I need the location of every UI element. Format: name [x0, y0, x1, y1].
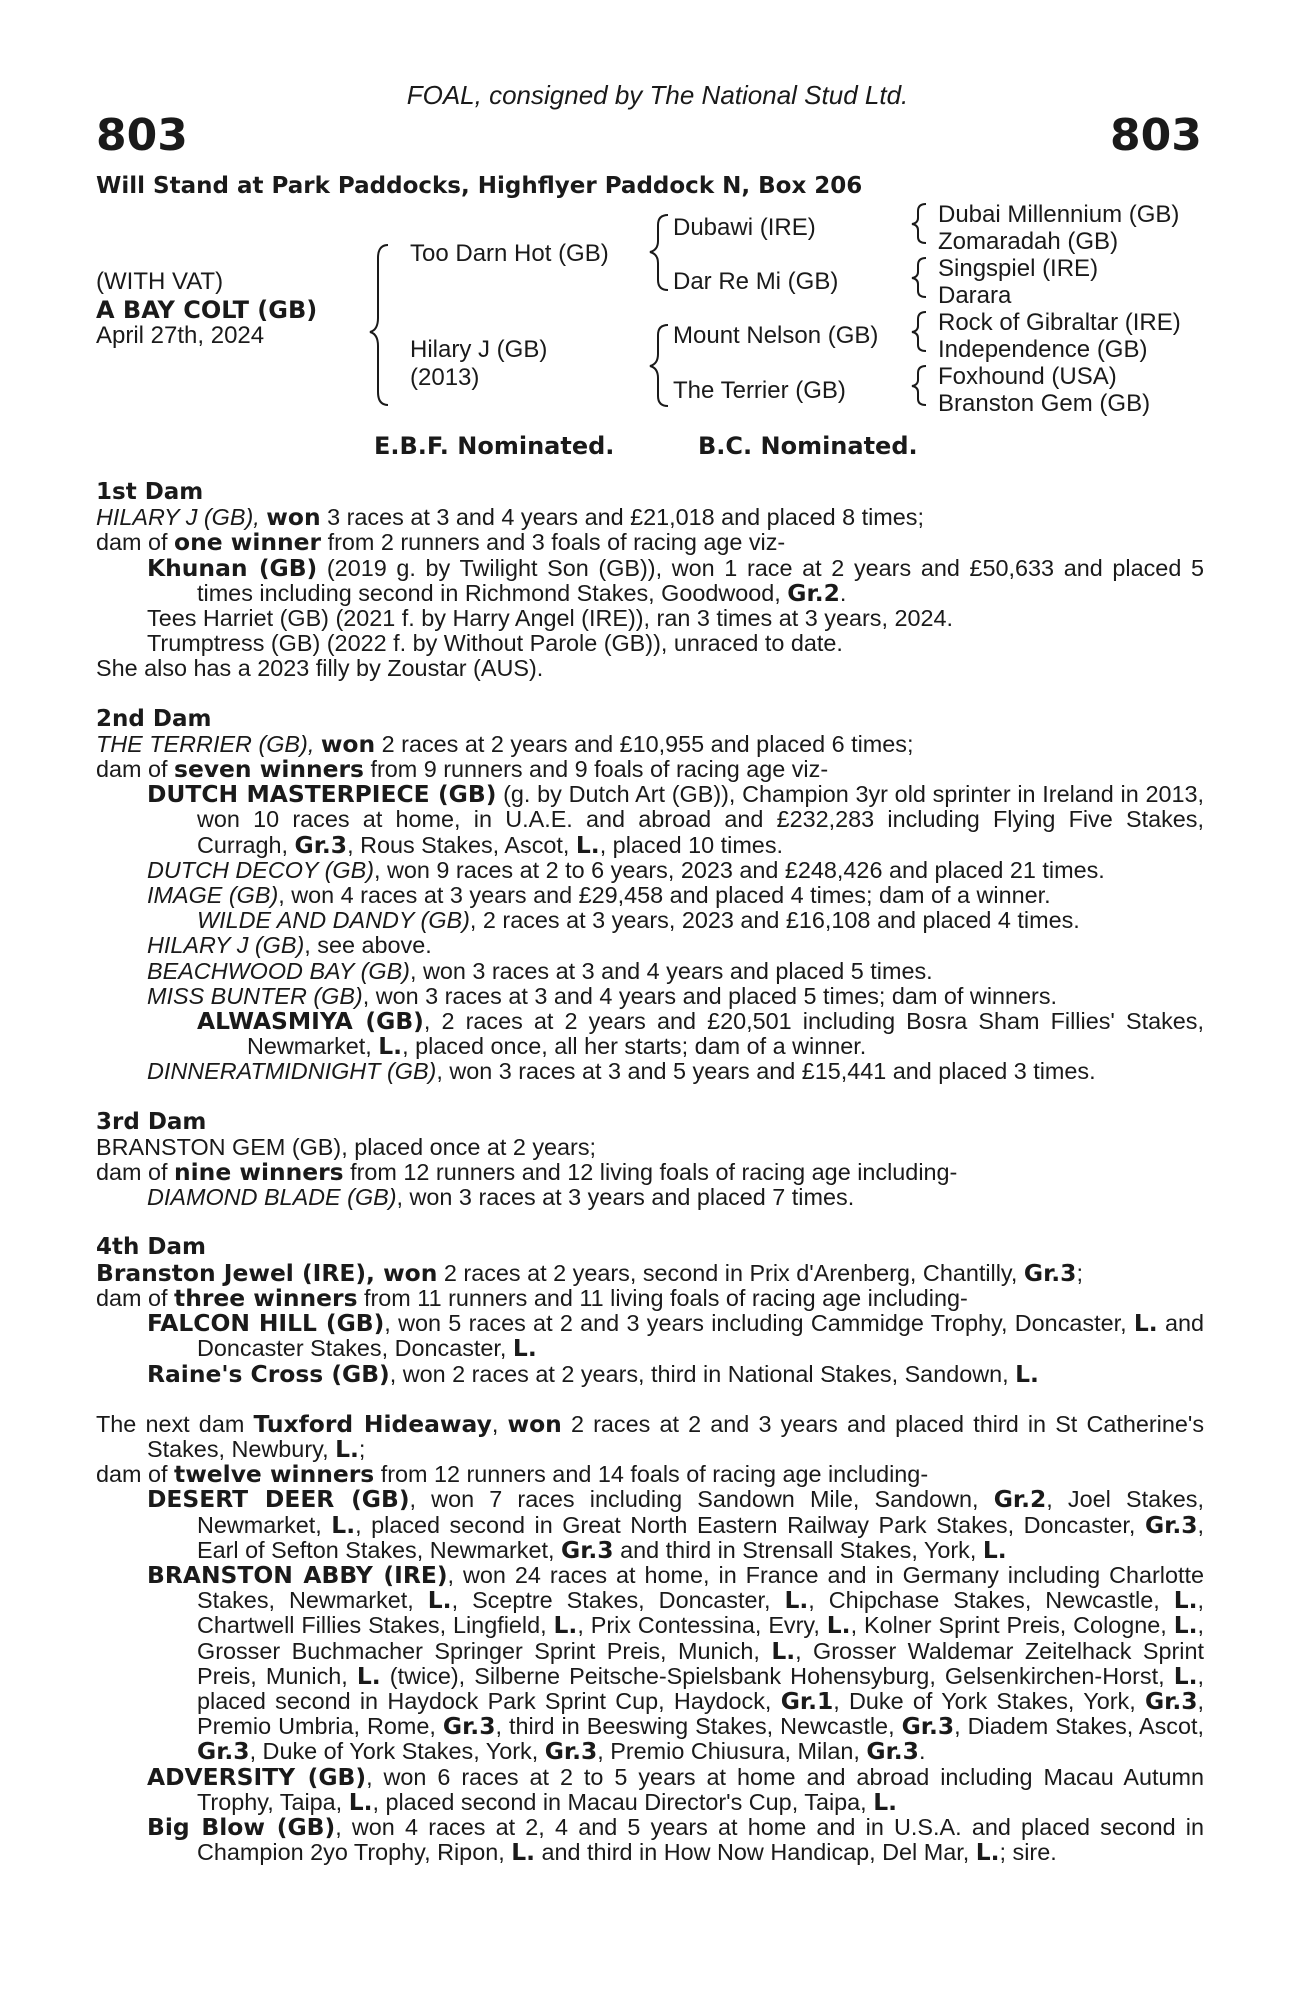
grade: Gr.3 — [294, 830, 348, 859]
won-word: won — [320, 729, 376, 758]
ds-dam: Independence (GB) — [938, 336, 1148, 363]
horse-record: , won 4 races at 2, 4 and 5 years at home and in U.S.A. and placed second in Champion 2yo Trophy, Ripon, — [197, 1813, 1204, 1866]
brace-sire-line — [650, 215, 668, 290]
dam-record-text: 3 races at 3 and 4 years and £21,018 and placed 8 times; — [320, 504, 924, 531]
lot-number-right: 803 — [1110, 110, 1202, 161]
horse-record: , placed once, all her starts; dam of a winner. — [402, 1033, 867, 1060]
horse-record: , placed 10 times. — [599, 831, 784, 858]
third-dam-record: BRANSTON GEM (GB), placed once at 2 years; — [96, 1133, 597, 1160]
listed-mark: L. — [771, 1636, 796, 1665]
grade: Gr.2 — [993, 1485, 1047, 1514]
first-dam-record — [96, 505, 1204, 530]
vat-note: (WITH VAT) — [96, 268, 224, 295]
listed-mark: L. — [784, 1586, 809, 1615]
horse-name: BEACHWOOD BAY (GB) — [147, 957, 410, 984]
sire-dam: Dar Re Mi (GB) — [673, 268, 839, 295]
dam: Hilary J (GB) — [410, 336, 548, 363]
horse-record: , placed second in Great North Eastern Railway Park Stakes, Doncaster, — [355, 1511, 1145, 1538]
horse-record: , Joel Stakes, Newmarket, — [197, 1486, 1204, 1538]
horse-record: (g. by Dutch Art (GB)), Champion 3yr old sprinter in Ireland in 2013, won 10 races at home, in U.A.E. and abroad and £232,283 including Flying Five Stakes, Curragh, — [197, 781, 1204, 858]
horse-record: , Prix Contessina, Evry, — [577, 1612, 827, 1639]
horse-record: , won 24 races at home, in France and in Germany including Charlotte Stakes, Newmarket, — [197, 1561, 1204, 1614]
first-dam-produce — [96, 530, 1204, 555]
produce-pre: dam of — [96, 1284, 175, 1311]
third-dam-heading: 3rd Dam — [96, 1108, 207, 1135]
progeny-big-blow — [96, 1812, 1204, 1867]
lot-title: A BAY COLT (GB) — [96, 296, 318, 324]
produce-pre: dam of — [96, 529, 175, 556]
brace-ss — [912, 204, 926, 243]
horse-name: FALCON HILL (GB) — [147, 1309, 385, 1338]
horse-record: , Chipchase Stakes, Newcastle, — [808, 1587, 1174, 1614]
horse-name: HILARY J (GB) — [147, 932, 305, 959]
horse-record: , won 3 races at 3 and 4 years and placed 5 times. — [409, 957, 933, 984]
grade: Gr.3 — [197, 1737, 250, 1766]
horse-name: DESERT DEER (GB) — [147, 1485, 410, 1514]
progeny-khunan — [96, 553, 1204, 607]
horse-record: (twice), Silberne Peitsche-Spielsbank Hohensyburg, Gelsenkirchen-Horst, — [380, 1662, 1174, 1689]
dam-name: HILARY J (GB), — [96, 504, 260, 531]
foaling-date: April 27th, 2024 — [96, 322, 265, 349]
produce-bold: seven winners — [174, 755, 364, 784]
progeny-wilde-and-dandy — [96, 908, 1204, 933]
horse-record: , 2 races at 2 years and £20,501 including Bosra Sham Fillies' Stakes, Newmarket, — [247, 1008, 1204, 1060]
won-word: won — [266, 503, 321, 532]
listed-mark: L. — [982, 1535, 1007, 1564]
brace-sire-dam — [370, 245, 388, 405]
listed-mark: L. — [335, 1434, 359, 1463]
grade: Gr.1 — [780, 1686, 834, 1715]
produce-bold: three winners — [174, 1283, 358, 1312]
next-dam-produce — [96, 1462, 1204, 1487]
fourth-dam-record — [96, 1258, 1204, 1287]
listed-mark: L. — [427, 1586, 452, 1615]
ss-sire: Dubai Millennium (GB) — [938, 201, 1180, 228]
listed-mark: L. — [1015, 1359, 1039, 1388]
first-dam-heading: 1st Dam — [96, 479, 204, 505]
produce-pre: dam of — [96, 756, 175, 783]
progeny-image — [96, 883, 1204, 908]
horse-record: , won 7 races including Sandown Mile, Sandown, — [409, 1486, 994, 1513]
horse-record: and third in Strensall Stakes, York, — [613, 1536, 983, 1563]
grade: Gr.3 — [1144, 1510, 1198, 1539]
grade: Gr.3 — [1023, 1258, 1077, 1287]
fourth-dam-heading: 4th Dam — [96, 1234, 206, 1261]
produce-pre: dam of — [96, 1159, 175, 1186]
grade: Gr.3 — [442, 1712, 496, 1741]
progeny-beachwood-bay — [96, 959, 1204, 984]
horse-name: DINNERATMIDNIGHT (GB) — [147, 1058, 437, 1085]
progeny-miss-bunter — [96, 984, 1204, 1009]
horse-record: ; sire. — [999, 1839, 1057, 1866]
next-dam-record — [96, 1409, 1205, 1463]
punct: ; — [358, 1435, 366, 1462]
horse-record: , won 4 races at 3 years and £29,458 and placed 4 times; dam of a winner. — [278, 882, 1051, 909]
brace-dd — [912, 366, 926, 405]
brace-ds — [912, 312, 926, 351]
horse-record: , won 3 races at 3 and 4 years and placed 5 times; dam of winners. — [362, 982, 1058, 1009]
dd-sire: Foxhound (USA) — [938, 363, 1117, 390]
progeny-dinneratmidnight — [96, 1059, 1204, 1084]
horse-record: , placed second in Macau Director's Cup, Taipa, — [372, 1788, 874, 1815]
produce-post: from 11 runners and 11 living foals of racing age including- — [357, 1284, 968, 1311]
horse-record: , won 6 races at 2 to 5 years at home and abroad including Macau Autumn Trophy, Taipa, — [197, 1763, 1204, 1815]
produce-bold: nine winners — [174, 1158, 344, 1187]
brace-sd — [912, 258, 926, 297]
horse-record: , Sceptre Stakes, Doncaster, — [451, 1587, 785, 1614]
progeny-dutch-masterpiece — [96, 782, 1204, 858]
horse-name: DUTCH DECOY (GB) — [147, 856, 374, 883]
third-dam-produce — [96, 1160, 1204, 1185]
horse-record: , placed second in Haydock Park Sprint Cup, Haydock, — [197, 1662, 1204, 1714]
progeny-desert-deer — [96, 1487, 1204, 1563]
bc-nomination: B.C. Nominated. — [698, 432, 918, 460]
progeny-raines-cross — [96, 1359, 1204, 1388]
horse-record: , Grosser Waldemar Zeitelhack Sprint Preis, Munich, — [197, 1637, 1204, 1689]
dam-record-text: 2 races at 2 and 3 years and placed third in St Catherine's Stakes, Newbury, — [147, 1410, 1205, 1462]
horse-record: (2019 g. by Twilight Son (GB)), won 1 race at 2 years and £50,633 and placed 5 times including second in Richmond Stakes, Goodwood, — [197, 554, 1204, 606]
horse-record: , Premio Umbria, Rome, — [197, 1687, 1205, 1740]
sd-sire: Singspiel (IRE) — [938, 255, 1099, 282]
horse-name: MISS BUNTER (GB) — [147, 982, 363, 1009]
grade: Gr.3 — [544, 1737, 598, 1766]
won-word: won — [507, 1409, 562, 1438]
listed-mark: L. — [575, 830, 600, 859]
produce-bold: one winner — [174, 528, 322, 557]
horse-record: and Doncaster Stakes, Doncaster, — [197, 1310, 1204, 1362]
lot-number-left: 803 — [96, 110, 188, 161]
horse-record: , Premio Chiusura, Milan, — [597, 1738, 867, 1765]
horse-record: , won 3 races at 3 and 5 years and £15,441 and placed 3 times. — [436, 1058, 1096, 1085]
listed-mark: L. — [873, 1787, 897, 1816]
produce-post: from 2 runners and 3 foals of racing age viz- — [321, 529, 786, 556]
sd-dam: Darara — [938, 282, 1012, 309]
dam-record-text: 2 races at 2 years and £10,955 and placed 6 times; — [375, 730, 914, 757]
dam-name: Tuxford Hideaway — [253, 1409, 492, 1438]
horse-record: , won 2 races at 2 years, third in National Stakes, Sandown, — [389, 1360, 1016, 1387]
progeny-falcon-hill — [96, 1311, 1204, 1361]
catalogue-body — [96, 480, 1204, 1865]
dam-record-text: 2 races at 2 years, second in Prix d'Arenberg, Chantilly, — [437, 1259, 1024, 1286]
horse-record: , see above. — [304, 932, 432, 959]
progeny-alwasmiya — [96, 1009, 1204, 1059]
listed-mark: L. — [511, 1838, 536, 1867]
listed-mark: L. — [512, 1334, 537, 1363]
second-dam-record — [96, 729, 1204, 758]
dam-dam: The Terrier (GB) — [673, 377, 846, 404]
listed-mark: L. — [1133, 1309, 1158, 1338]
listed-mark: L. — [1173, 1611, 1198, 1640]
horse-record: , Duke of York Stakes, York, — [833, 1687, 1145, 1714]
produce-post: from 12 runners and 14 foals of racing age including- — [374, 1461, 929, 1488]
second-dam-heading: 2nd Dam — [96, 705, 212, 732]
horse-record: , Rous Stakes, Ascot, — [347, 831, 576, 858]
dam-year: (2013) — [410, 364, 480, 391]
produce-bold: twelve winners — [174, 1460, 375, 1489]
horse-name: DIAMOND BLADE (GB) — [147, 1184, 397, 1211]
progeny-trumptress: Trumptress (GB) (2022 f. by Without Parole (GB)), unraced to date. — [147, 630, 843, 657]
horse-record: , third in Beeswing Stakes, Newcastle, — [495, 1713, 902, 1740]
horse-record: , 2 races at 3 years, 2023 and £16,108 and placed 4 times. — [469, 907, 1080, 934]
horse-name: Khunan (GB) — [147, 553, 318, 582]
horse-name: BRANSTON ABBY (IRE) — [147, 1560, 448, 1589]
horse-record: , Earl of Sefton Stakes, Newmarket, — [197, 1511, 1204, 1563]
ds-sire: Rock of Gibraltar (IRE) — [938, 309, 1181, 336]
horse-name: Raine's Cross (GB) — [147, 1359, 390, 1388]
punct: ; — [1076, 1259, 1083, 1286]
listed-mark: L. — [975, 1838, 1000, 1867]
listed-mark: L. — [378, 1032, 403, 1061]
brace-dam-line — [650, 325, 668, 406]
grade: Gr.3 — [866, 1737, 919, 1766]
punct: . — [918, 1738, 926, 1765]
punct: , — [491, 1410, 508, 1437]
sire: Too Darn Hot (GB) — [410, 240, 609, 267]
horse-record: , won 5 races at 2 and 3 years including Cammidge Trophy, Doncaster, — [384, 1310, 1134, 1337]
horse-name: ALWASMIYA (GB) — [197, 1007, 424, 1036]
horse-record: , Grosser Buchmacher Springer Sprint Preis, Munich, — [197, 1612, 1204, 1664]
progeny-diamond-blade — [96, 1185, 1204, 1210]
sire-sire: Dubawi (IRE) — [673, 214, 816, 241]
ss-dam: Zomaradah (GB) — [938, 228, 1119, 255]
grade: Gr.2 — [787, 578, 840, 607]
listed-mark: L. — [331, 1510, 356, 1539]
dam-sire: Mount Nelson (GB) — [673, 322, 879, 349]
produce-post: from 12 runners and 12 living foals of racing age including- — [343, 1159, 958, 1186]
grade: Gr.3 — [1144, 1686, 1198, 1715]
listed-mark: L. — [356, 1661, 381, 1690]
punct: . — [839, 579, 847, 606]
progeny-adversity — [96, 1762, 1204, 1816]
listed-mark: L. — [348, 1787, 373, 1816]
horse-name: Big Blow (GB) — [147, 1812, 336, 1841]
dam-name: THE TERRIER (GB), — [96, 730, 315, 757]
also-has-note: She also has a 2023 filly by Zoustar (AUS). — [96, 655, 544, 682]
second-dam-produce — [96, 757, 1204, 782]
horse-record: , Duke of York Stakes, York, — [249, 1738, 545, 1765]
produce-pre: dam of — [96, 1461, 175, 1488]
horse-record: , Chartwell Fillies Stakes, Lingfield, — [197, 1587, 1204, 1639]
horse-record: , won 3 races at 3 years and placed 7 times. — [396, 1184, 855, 1211]
horse-name: IMAGE (GB) — [147, 882, 279, 909]
horse-record: , won 9 races at 2 to 6 years, 2023 and £248,426 and placed 21 times. — [374, 856, 1105, 883]
listed-mark: L. — [1173, 1586, 1198, 1615]
progeny-dutch-decoy — [96, 858, 1204, 883]
horse-name: WILDE AND DANDY (GB) — [197, 907, 470, 934]
listed-mark: L. — [826, 1611, 851, 1640]
fourth-dam-produce — [96, 1283, 1204, 1312]
dam-name: Branston Jewel (IRE), won — [96, 1258, 438, 1287]
listed-mark: L. — [553, 1611, 578, 1640]
listed-mark: L. — [1173, 1661, 1198, 1690]
horse-name: ADVERSITY (GB) — [147, 1762, 367, 1791]
horse-record: , Diadem Stakes, Ascot, — [954, 1713, 1204, 1740]
consignor-line: FOAL, consigned by The National Stud Ltd. — [406, 80, 909, 110]
horse-name: DUTCH MASTERPIECE (GB) — [147, 780, 497, 809]
stabling-location: Will Stand at Park Paddocks, Highflyer Paddock N, Box 206 — [96, 173, 863, 199]
progeny-tees-harriet: Tees Harriet (GB) (2021 f. by Harry Angel (IRE)), ran 3 times at 3 years, 2024. — [147, 605, 953, 632]
intro: The next dam — [96, 1410, 254, 1437]
horse-record: , Kolner Sprint Preis, Cologne, — [850, 1612, 1174, 1639]
progeny-hilary-j — [96, 933, 1204, 958]
dd-dam: Branston Gem (GB) — [938, 390, 1151, 417]
grade: Gr.3 — [901, 1712, 955, 1741]
ebf-nomination: E.B.F. Nominated. — [374, 432, 615, 460]
horse-record: and third in How Now Handicap, Del Mar, — [535, 1839, 976, 1866]
produce-post: from 9 runners and 9 foals of racing age viz- — [363, 756, 829, 783]
grade: Gr.3 — [561, 1535, 614, 1564]
progeny-branston-abby — [96, 1560, 1205, 1766]
